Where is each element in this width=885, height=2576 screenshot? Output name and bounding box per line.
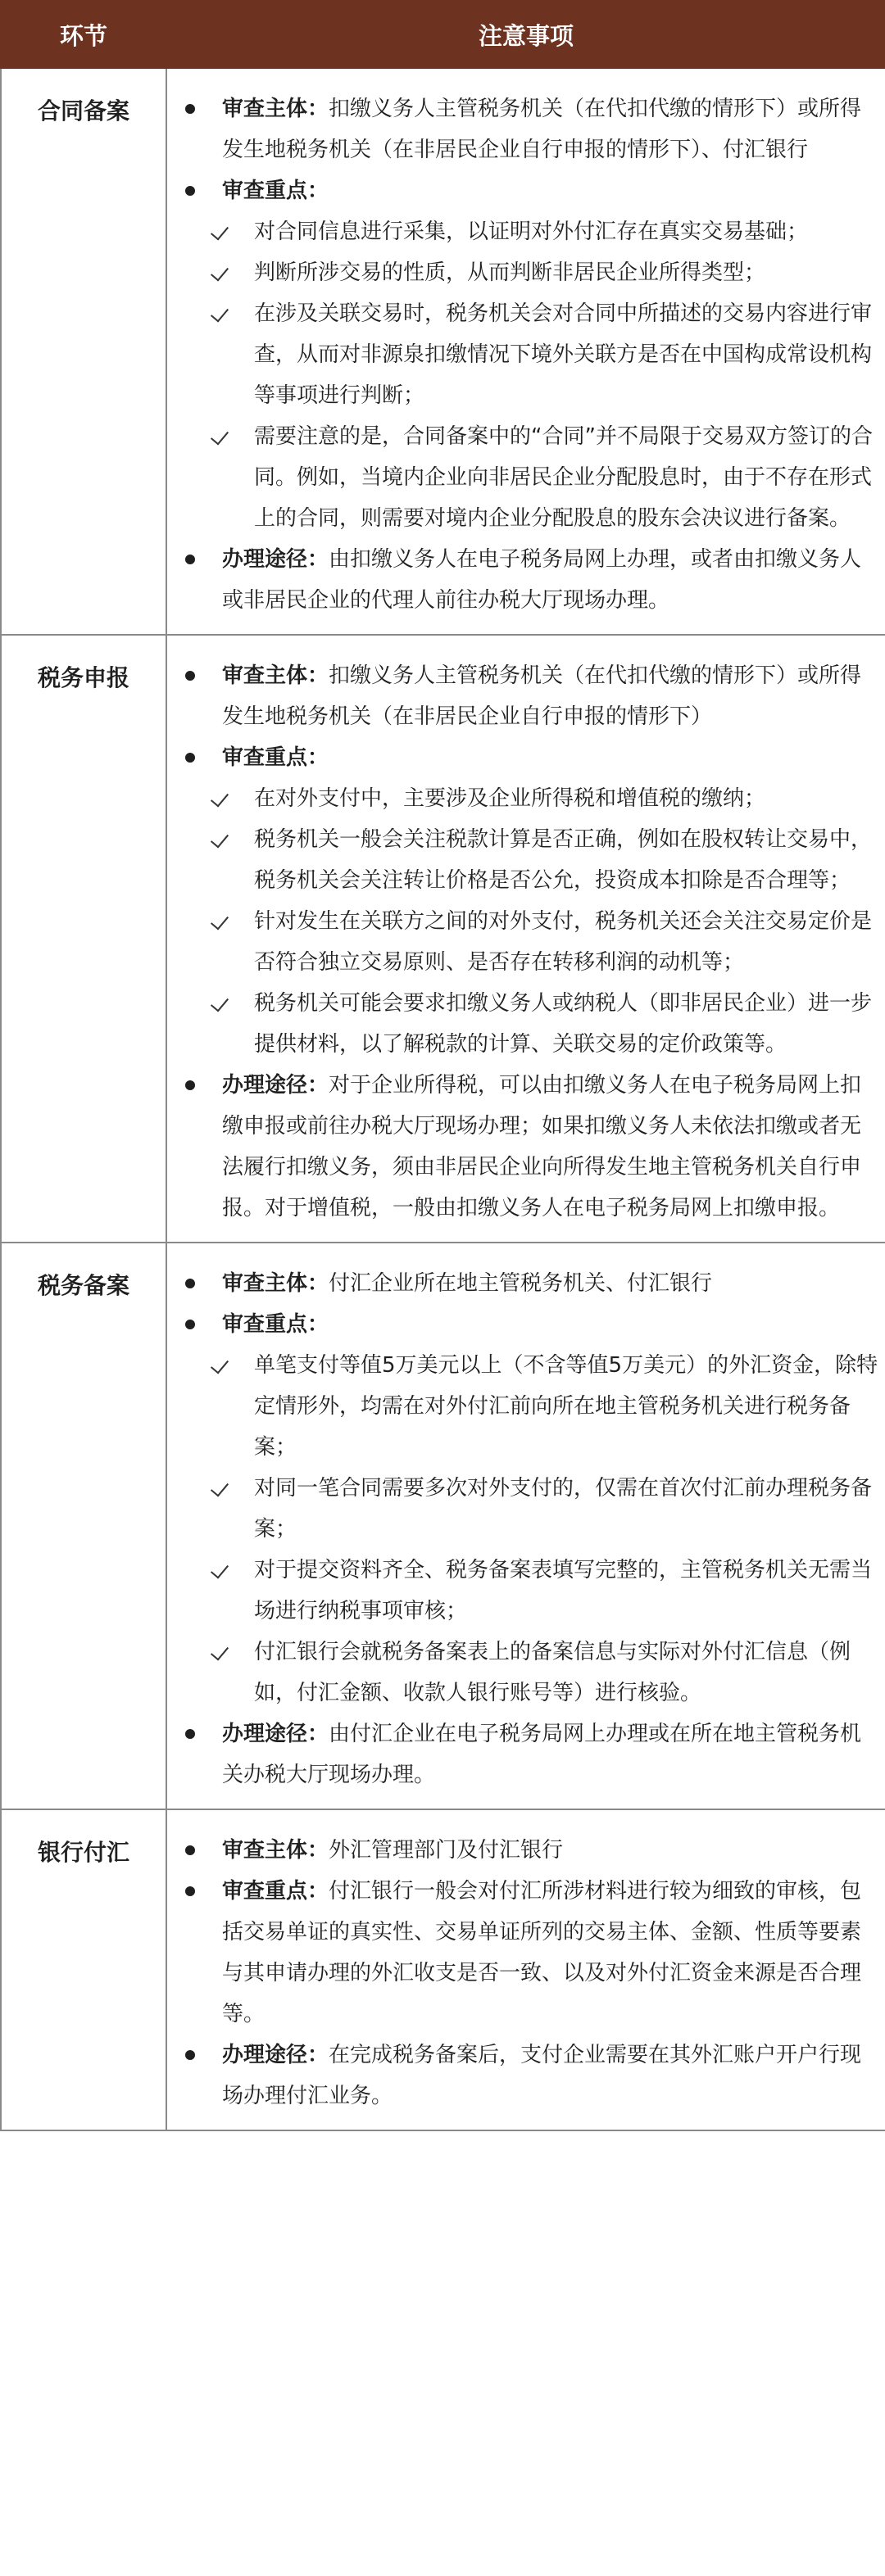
checkmark-icon: [211, 426, 229, 445]
check-text: 在涉及关联交易时，税务机关会对合同中所描述的交易内容进行审查，从而对非源泉扣缴情况下境外关联方是否在中国构成常设机构等事项进行判断；: [254, 301, 873, 408]
bullet-key: 办理途径：: [222, 1722, 329, 1746]
bullet-dot-icon: [185, 1279, 195, 1288]
bullet-text: 由扣缴义务人在电子税务局网上办理，或者由扣缴义务人或非居民企业的代理人前往办税大厅现场办理。: [222, 547, 862, 613]
bullet-dot-icon: [185, 555, 195, 564]
bullet-text: 对于企业所得税，可以由扣缴义务人在电子税务局网上扣缴申报或前往办税大厅现场办理；如果扣缴义务人未依法扣缴或者无法履行扣缴义务，须由非居民企业向所得发生地主管税务机关自行申报。对于增值税，一般由扣缴义务人在电子税务局网上扣缴申报。: [222, 1073, 862, 1220]
bullet-text: 扣缴义务人主管税务机关（在代扣代缴的情形下）或所得发生地税务机关（在非居民企业自行申报的情形下）、付汇银行: [222, 97, 862, 162]
phase-cell: 税务申报: [1, 635, 166, 1243]
notes-cell: [166, 1243, 885, 1809]
bullet-key: 审查重点：: [222, 179, 329, 203]
check-item: [177, 819, 878, 901]
check-item: [177, 778, 878, 819]
bullet-item: [177, 2035, 878, 2116]
bullet-item: [177, 655, 878, 737]
check-item: [177, 983, 878, 1065]
notes-cell: [166, 1809, 885, 2130]
bullet-text: 外汇管理部门及付汇银行: [329, 1838, 564, 1863]
bullet-text: 扣缴义务人主管税务机关（在代扣代缴的情形下）或所得发生地税务机关（在非居民企业自行申报的情形下）: [222, 663, 862, 729]
checkmark-icon: [211, 993, 229, 1012]
bullet-dot-icon: [185, 104, 195, 114]
check-text: 对同一笔合同需要多次对外支付的，仅需在首次付汇前办理税务备案；: [254, 1476, 873, 1542]
checkmark-icon: [211, 1478, 229, 1496]
check-item: [177, 293, 878, 416]
bullet-dot-icon: [185, 671, 195, 681]
column-header-notes: 注意事项: [166, 1, 885, 68]
table-body: [1, 68, 885, 2130]
check-item: [177, 1345, 878, 1468]
bullet-item: [177, 1263, 878, 1304]
checkmark-icon: [211, 829, 229, 848]
checkmark-icon: [211, 1355, 229, 1374]
check-item: [177, 901, 878, 983]
checkmark-icon: [211, 911, 229, 930]
notes-cell: [166, 68, 885, 635]
bullet-dot-icon: [185, 753, 195, 763]
check-item: [177, 1632, 878, 1714]
checkmark-icon: [211, 1641, 229, 1660]
bullet-dot-icon: [185, 2050, 195, 2060]
bullet-key: 办理途径：: [222, 547, 329, 572]
checkmark-icon: [211, 221, 229, 240]
checkmark-icon: [211, 1560, 229, 1578]
checkmark-icon: [211, 788, 229, 807]
table-header-row: [1, 1, 885, 68]
check-text: 税务机关一般会关注税款计算是否正确，例如在股权转让交易中，税务机关会关注转让价格是否公允，投资成本扣除是否合理等；: [254, 827, 873, 893]
check-text: 税务机关可能会要求扣缴义务人或纳税人（即非居民企业）进一步提供材料，以了解税款的计算、关联交易的定价政策等。: [254, 991, 873, 1057]
bullet-dot-icon: [185, 1320, 195, 1329]
bullet-dot-icon: [185, 1080, 195, 1090]
bullet-key: 审查重点：: [222, 1312, 329, 1337]
checkmark-icon: [211, 262, 229, 281]
bullet-dot-icon: [185, 186, 195, 196]
bullet-item: [177, 1830, 878, 1871]
bullet-item: [177, 1871, 878, 2035]
bullet-text: 在完成税务备案后，支付企业需要在其外汇账户开户行现场办理付汇业务。: [222, 2043, 862, 2108]
table-row: [1, 1243, 885, 1809]
bullet-item: [177, 737, 878, 778]
check-item: [177, 1550, 878, 1632]
check-text: 对于提交资料齐全、税务备案表填写完整的，主管税务机关无需当场进行纳税事项审核；: [254, 1558, 873, 1623]
bullet-key: 审查重点：: [222, 1879, 329, 1904]
bullet-dot-icon: [185, 1729, 195, 1739]
check-text: 单笔支付等值5万美元以上（不含等值5万美元）的外汇资金，除特定情形外，均需在对外付汇前向所在地主管税务机关进行税务备案；: [254, 1353, 878, 1460]
check-text: 付汇银行会就税务备案表上的备案信息与实际对外付汇信息（例如，付汇金额、收款人银行账号等）进行核验。: [254, 1640, 851, 1705]
bullet-text: 付汇银行一般会对付汇所涉材料进行较为细致的审核，包括交易单证的真实性、交易单证所列的交易主体、金额、性质等要素与其申请办理的外汇收支是否一致、以及对外付汇资金来源是否合理等。: [222, 1879, 862, 2026]
check-text: 对合同信息进行采集，以证明对外付汇存在真实交易基础；: [254, 220, 809, 244]
phase-cell: 合同备案: [1, 68, 166, 635]
check-text: 判断所涉交易的性质，从而判断非居民企业所得类型；: [254, 260, 766, 285]
check-item: [177, 1468, 878, 1550]
bullet-key: 办理途径：: [222, 2043, 329, 2067]
bullet-item: [177, 1714, 878, 1795]
checkmark-icon: [211, 303, 229, 322]
bullet-key: 审查主体：: [222, 1838, 329, 1863]
bullet-item: [177, 88, 878, 170]
phase-cell: 银行付汇: [1, 1809, 166, 2130]
bullet-key: 审查主体：: [222, 1271, 329, 1296]
check-text: 在对外支付中，主要涉及企业所得税和增值税的缴纳；: [254, 786, 766, 811]
table-row: [1, 635, 885, 1243]
bullet-key: 审查重点：: [222, 745, 329, 770]
bullet-text: 付汇企业所在地主管税务机关、付汇银行: [329, 1271, 713, 1296]
bullet-dot-icon: [185, 1845, 195, 1855]
bullet-key: 办理途径：: [222, 1073, 329, 1098]
check-text: 需要注意的是，合同备案中的“合同”并不局限于交易双方签订的合同。例如，当境内企业向非居民企业分配股息时，由于不存在形式上的合同，则需要对境内企业分配股息的股东会决议进行备案。: [254, 424, 873, 531]
bullet-item: [177, 1065, 878, 1229]
table-row: [1, 68, 885, 635]
check-item: [177, 252, 878, 293]
bullet-key: 审查主体：: [222, 97, 329, 121]
column-header-phase: 环节: [1, 1, 166, 68]
bullet-text: 由付汇企业在电子税务局网上办理或在所在地主管税务机关办税大厅现场办理。: [222, 1722, 862, 1787]
table-row: [1, 1809, 885, 2130]
bullet-item: [177, 539, 878, 621]
bullet-dot-icon: [185, 1886, 195, 1896]
bullet-item: [177, 1304, 878, 1345]
bullet-item: [177, 170, 878, 211]
phase-cell: 税务备案: [1, 1243, 166, 1809]
check-item: [177, 211, 878, 252]
bullet-key: 审查主体：: [222, 663, 329, 688]
check-text: 针对发生在关联方之间的对外支付，税务机关还会关注交易定价是否符合独立交易原则、是否存在转移利润的动机等；: [254, 909, 873, 975]
notes-cell: [166, 635, 885, 1243]
check-item: [177, 416, 878, 539]
